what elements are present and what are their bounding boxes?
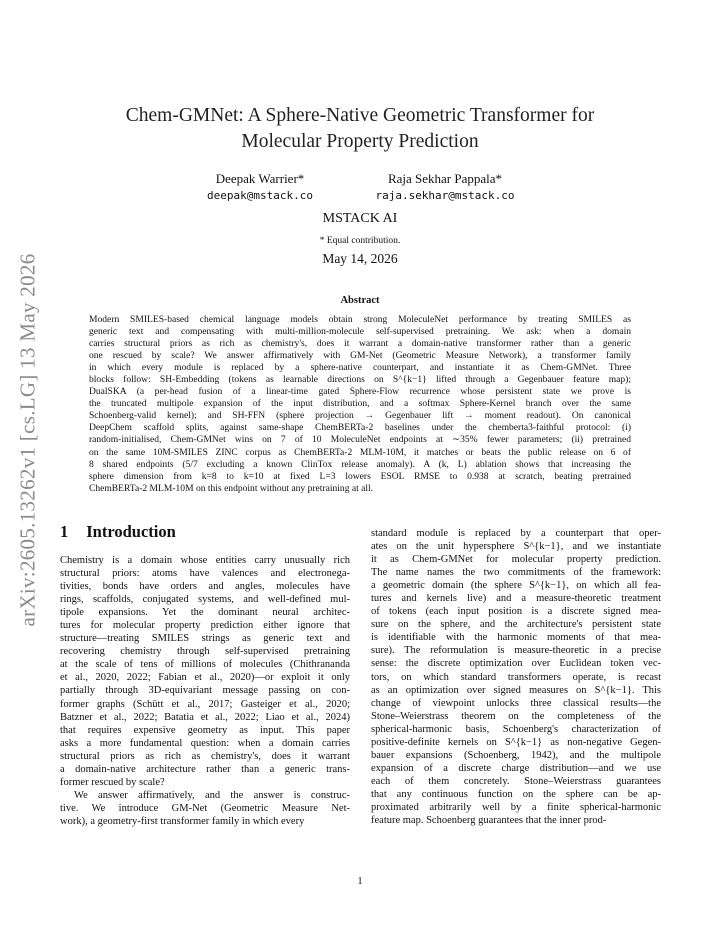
text-line: 8 shared endpoints (5/7 excluding a known ClinTox release anomaly). A (k, L) ablation shows that increasing the — [89, 458, 631, 470]
text-line: structural priors: atoms have valences and electronega- — [60, 568, 350, 580]
affiliation: MSTACK AI — [322, 211, 398, 226]
text-line: expansion of a discrete charge distribution—and we use — [371, 762, 661, 774]
title-line-2: Molecular Property Prediction — [241, 131, 479, 152]
text-line: tivities, bonds have orders and angles, molecules have — [60, 581, 350, 593]
arxiv-stamp — [8, 220, 48, 660]
section-title: Introduction — [86, 522, 176, 541]
text-line: feature map. Schoenberg guarantees that the inner prod- — [371, 815, 607, 827]
text-line: one rescued by scale? We answer affirmatively with GM-Net (Geometric Measure Network), a transformer family — [89, 350, 631, 362]
text-line: The name names the two commitments of the framework: — [371, 567, 661, 579]
text-line: Modern SMILES-based chemical language models obtain strong MoleculeNet performance by treating SMILES as — [89, 314, 631, 325]
section-heading — [60, 522, 176, 542]
text-line: bauer expansions (Schoenberg, 1942), and the multipole — [371, 749, 661, 761]
author-email: deepak@mstack.co — [207, 189, 313, 202]
text-line: former rescued by scale? — [60, 776, 165, 788]
text-line: tive. We introduce GM-Net (Geometric Measure Net- — [60, 802, 350, 814]
text-line: tors, on which standard transformers operate, is recast — [371, 671, 661, 683]
text-line: Chemistry is a domain whose entities carry unusually rich — [60, 555, 350, 566]
text-line: sense: the discrete optimization over Euclidean token vec- — [371, 658, 661, 670]
text-line: that requires expensive geometry as input. This paper — [60, 724, 350, 736]
paper-date: May 14, 2026 — [322, 251, 398, 266]
text-line: change of viewpoint unlocks three classical results—the — [371, 697, 661, 709]
text-line: sure). The reformulation is measure-theoretic in a precise — [371, 645, 661, 657]
text-line: structure—treating SMILES strings as generic text and — [60, 633, 350, 645]
body-left-column — [60, 554, 350, 828]
text-line: Stone–Weierstrass theorem on the completeness of the — [371, 710, 661, 722]
text-line: carries structural priors as rich as chemistry's, does it warrant a domain-native transformer rather than a generic — [89, 338, 631, 350]
text-line: sphere dimension from k=8 to k=10 at fixed L=3 lowers ESOL RMSE to 0.938 at scratch, beating pretrained — [89, 470, 631, 482]
text-line: et al., 2020, 2022; Fabian et al., 2020)—or exploit it only — [60, 672, 350, 684]
text-line: partially through 3D-equivariant message passing on con- — [60, 685, 350, 697]
section-number: 1 — [60, 522, 69, 541]
text-line: work), a geometry-first transformer family in which every — [60, 815, 305, 827]
text-line: positive-definite kernels on S^{k−1} as non-negative Gegen- — [371, 736, 661, 748]
text-line: structural priors as rich as chemistry's, does it warrant — [60, 750, 350, 762]
text-line: We answer affirmatively, and the answer is construc- — [74, 789, 350, 801]
text-line: of tokens (each input position is a discrete signed mea- — [371, 606, 661, 618]
text-line: DualSKA (a per-head fusion of a linear-time gated Sphere-Flow recurrence whose persistent state we prove is — [89, 386, 631, 398]
text-line: sure on the sphere, and the architecture's persistent state — [371, 619, 661, 631]
title-line-1: Chem-GMNet: A Sphere-Native Geometric Transformer for — [125, 105, 595, 126]
text-line: in which every module is replaced by a sphere-native counterpart, and instantiate it as Chem-GMNet. Three — [89, 362, 631, 374]
text-line: a geometric domain (the sphere S^{k−1}, on which all fea- — [371, 580, 661, 592]
text-line: ChemBERTa-2 MLM-10M on this endpoint without any pretraining at all. — [89, 482, 374, 494]
author-name: Raja Sekhar Pappala* — [387, 171, 503, 186]
text-line: spherical-harmonic basis, Schoenberg's characterization of — [371, 723, 661, 735]
text-line: rings, scaffolds, conjugated systems, and well-defined mul- — [60, 594, 350, 606]
text-line: as an optimization over signed measures on S^{k−1}. This — [371, 684, 661, 696]
text-line: generic text and compensating with multi-million-molecule self-supervised pretraining. We ask: when a domain — [89, 326, 631, 338]
text-line: random-initialised, Chem-GMNet wins on 7 of 10 MoleculeNet endpoints at ∼35% fewer parameters; (ii) pretrained — [89, 434, 631, 446]
text-line: tures and kernels live) and a measure-theoretic treatment — [371, 593, 661, 605]
text-line: a domain-native architecture rather than a generic trans- — [60, 763, 350, 775]
body-right-column — [371, 527, 661, 827]
author-email: raja.sekhar@mstack.co — [375, 189, 515, 202]
text-line: Schoenberg-valid kernel); and SH-FFN (sphere projection → Gegenbauer lift → moment readout). On canonical — [89, 410, 631, 422]
text-line: tipole expansions. Yet the dominant neural architec- — [60, 607, 350, 619]
text-line: blocks follow: SH-Embedding (tokens as learnable directions on S^{k−1} lifted through a Gegenbauer feature map); — [89, 374, 631, 386]
text-line: standard module is replaced by a counterpart that oper- — [371, 528, 661, 539]
author-block-1 — [170, 170, 350, 204]
text-line: DeepChem scaffold splits, against same-shape ChemBERTa-2 baselines under the chemberta3-faithful protocol: (i) — [89, 422, 631, 434]
text-line: asks a more fundamental question: when a domain carries — [60, 737, 350, 749]
text-line: tures for molecular property prediction either ignore that — [60, 620, 350, 632]
text-line: at the scale of tens of millions of molecules (Chithrananda — [60, 659, 350, 671]
text-line: it as Chem-GMNet for molecular property prediction. — [371, 554, 661, 566]
text-line: former graphs (Schütt et al., 2017; Gasteiger et al., 2020; — [60, 698, 350, 710]
abstract-body — [89, 314, 631, 495]
abstract-heading: Abstract — [340, 295, 380, 306]
text-line: recovering chemistry through self-supervised pretraining — [60, 646, 350, 658]
text-line: is identifiable with the harmonic moments of that mea- — [371, 632, 661, 644]
contribution-note: * Equal contribution. — [319, 236, 401, 246]
author-block-2 — [350, 170, 540, 204]
text-line: each of them concretely. Stone–Weierstrass guarantees — [371, 775, 661, 787]
paper-title — [80, 103, 640, 155]
page-number: 1 — [357, 876, 363, 887]
text-line: that any continuous function on the sphere can be ap- — [371, 788, 661, 800]
text-line: the truncated multipole expansion of the input distribution, and a softmax Sphere-Kernel branch over the same — [89, 398, 631, 410]
text-line: proximated arbitrarily well by a finite spherical-harmonic — [371, 801, 661, 813]
text-line: ates on the unit hypersphere S^{k−1}, and we instantiate — [371, 541, 661, 553]
text-line: Batzner et al., 2022; Batatia et al., 2022; Liao et al., 2024) — [60, 711, 350, 723]
arxiv-stamp-text: arXiv:2605.13262v1 [cs.LG] 13 May 2026 — [15, 253, 40, 627]
author-name: Deepak Warrier* — [215, 171, 305, 186]
text-line: on the same 10M-SMILES ZINC corpus as ChemBERTa-2 MLM-10M, it matches or beats the public release on 6 of — [89, 446, 631, 458]
